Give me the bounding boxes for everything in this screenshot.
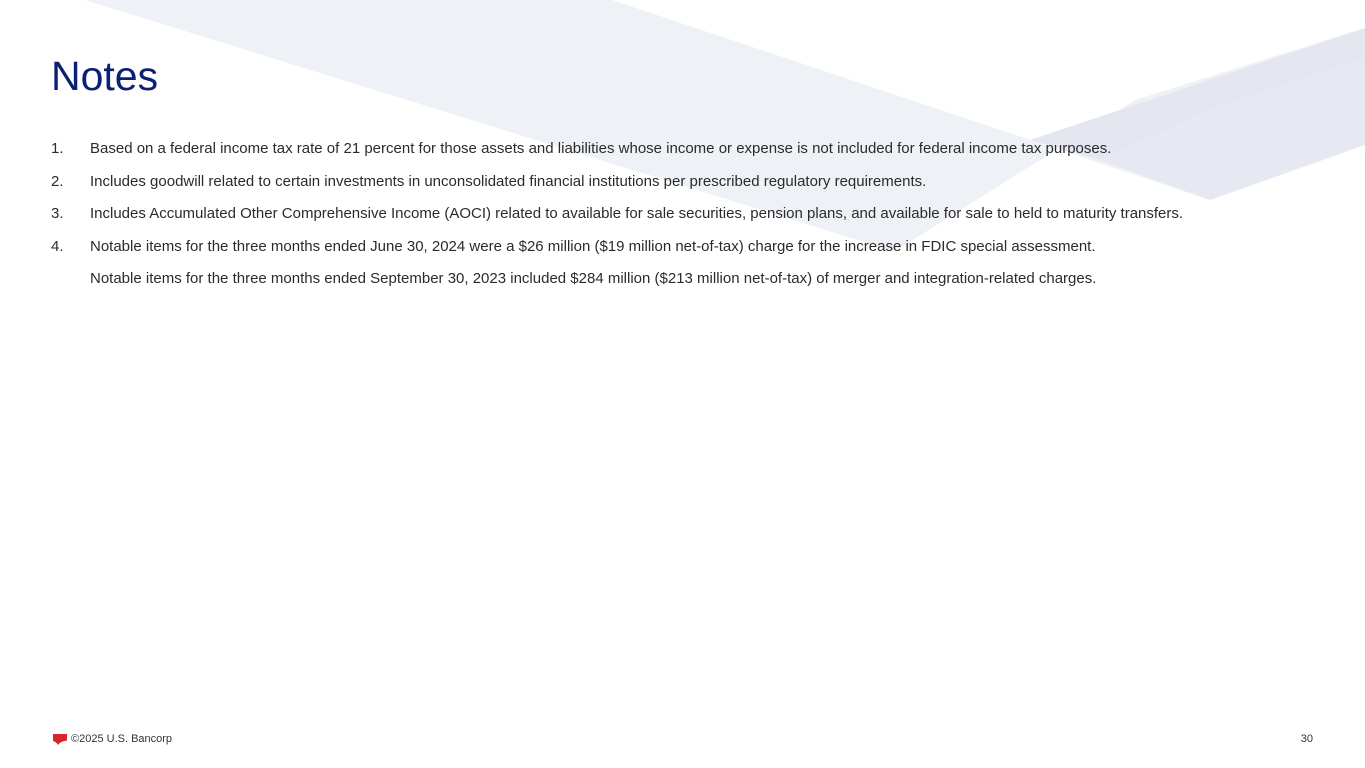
page-title: Notes	[51, 53, 159, 99]
note-item	[51, 234, 1311, 267]
note-text: Notable items for the three months ended June 30, 2024 were a $26 million ($19 million net-of-tax) charge for the increase in FDIC special assessment.	[90, 237, 1096, 255]
note-number: 1.	[51, 140, 64, 157]
note-text: Includes goodwill related to certain investments in unconsolidated financial institutions per prescribed regulatory requirements.	[90, 172, 927, 190]
note-item-continuation	[51, 266, 1311, 299]
note-number: 4.	[51, 237, 64, 255]
note-number: 2.	[51, 172, 64, 190]
note-text: Based on a federal income tax rate of 21 percent for those assets and liabilities whose income or expense is not included for federal income tax purposes.	[90, 140, 1112, 157]
note-item	[51, 136, 1311, 169]
note-text: Includes Accumulated Other Comprehensive Income (AOCI) related to available for sale securities, pension plans, and available for sale to held to maturity transfers.	[90, 205, 1184, 222]
note-item	[51, 201, 1311, 234]
note-number: 3.	[51, 205, 64, 222]
note-text: Notable items for the three months ended September 30, 2023 included $284 million ($213 million net-of-tax) of merger and integration-related charges.	[90, 270, 1097, 287]
us-bank-shield-icon	[53, 734, 67, 745]
note-item	[51, 169, 1311, 202]
footer-copyright: ©2025 U.S. Bancorp	[71, 733, 173, 745]
page-number: 30	[1300, 733, 1313, 745]
notes-list	[51, 136, 1311, 299]
